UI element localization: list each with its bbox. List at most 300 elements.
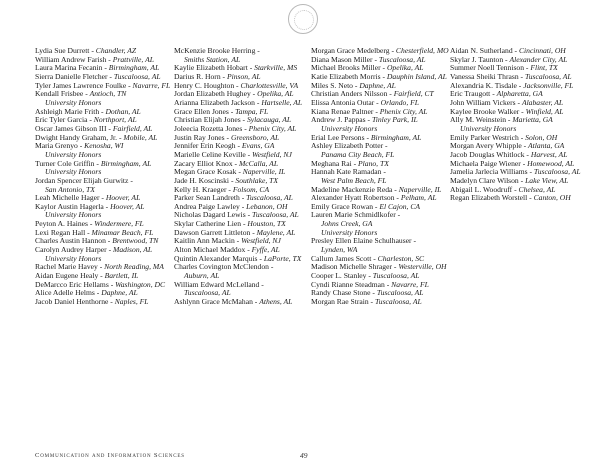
graduate-entry: Aidan N. Sutherland - Cincinnati, OH [450,47,566,55]
hometown: Hoover, AL [110,202,145,211]
graduate-entry: Callum James Scott - Charleston, SC [311,254,425,263]
hometown: Smiths Station, AL [184,55,241,64]
graduate-name: Emily Grace Rowan [311,202,373,211]
graduate-entry: Turner Cole Griffin - Birmingham, AL [35,159,152,168]
graduate-name: Zacary Elliot Knox [174,159,233,168]
graduate-entry-continuation [35,186,185,195]
hometown: Fyffe, AL [251,246,280,255]
graduate-name: Henry C. Houghton [174,81,235,90]
footer-department: Communication and Information Sciences [35,452,185,459]
graduate-name: Madeline Mackenzie Reda [311,185,393,194]
graduate-name: Arianna Elizabeth Jackson [174,98,255,107]
hometown: Greensboro, AL [230,133,280,142]
graduate-entry: Lexi Regan Hall - Minamar Beach, FL [35,228,154,237]
graduate-entry: Emily Grace Rowan - El Cajon, CA [311,202,421,211]
graduate-entry: Jordan Elizabeth Hughey - Opelika, AL [174,90,294,99]
hometown: Chesterfield, MO [395,47,449,55]
hometown: Hoover, AL [105,194,141,203]
graduate-name: Christian Elijah Jones [174,116,241,125]
hometown: Lynden, WA [321,246,358,255]
graduate-name: Tyler James Lawrence Foulke [35,81,127,90]
graduate-entry: Kelly H. Kraeger - Folsom, CA [174,185,270,194]
graduate-entry: Quintin Alexander Marquis - LaPorte, TX [174,254,302,263]
graduate-name: Jacob Daniel Henthorne [35,298,109,307]
hometown: San Antonio, TX [45,185,95,194]
graduate-entry: Miles S. Neto - Daphne, AL [311,81,396,90]
graduate-name: Hannah Kate Ramadan [311,168,382,177]
graduate-entry: Skylar J. Taunton - Alexander City, AL [450,55,568,64]
graduate-name: Parker Sean Landreth [174,194,240,203]
graduate-name: Skylar J. Taunton [450,55,504,64]
graduate-entry: Christian Elijah Jones - Sylacauga, AL [174,116,292,125]
graduate-entry: Tyler James Lawrence Foulke - Navarre, FL [35,81,171,90]
hometown: Tuscaloosa, AL [184,289,231,298]
hometown: Atlanta, GA [528,142,565,151]
graduate-entry: Zacary Elliot Knox - McCalla, AL [174,159,279,168]
hometown: Mobile, AL [123,133,158,142]
hometown: Jacksonville, FL [523,81,574,90]
graduate-list-column-2 [174,47,324,307]
hometown: Houston, TX [247,220,286,229]
hometown: Charlottesville, VA [240,81,299,90]
graduate-entry: Meghana Rai - Plano, TX [311,159,389,168]
graduate-entry: Andrew J. Pappas - Tinley Park, IL [311,116,418,125]
hometown: Naples, FL [114,298,149,307]
graduate-entry: Kaylor Austin Hagerla - Hoover, AL [35,202,145,211]
graduate-entry: McKenzie Brooke Herring - [174,47,260,55]
graduate-name: Katie Elizabeth Morris [311,72,381,81]
hometown: Tuscaloosa, AL [533,168,581,177]
graduate-entry-continuation [35,151,185,160]
graduate-entry: Michael Brooks Miller - Opelika, AL [311,64,424,73]
graduate-name: Kendall Frisbee [35,90,84,99]
graduate-name: Miles S. Neto [311,81,353,90]
hometown: Fairfield, CT [393,90,434,99]
hometown: North Reading, MA [104,263,164,272]
graduate-name: Aidan N. Sutherland [450,47,513,55]
honors-note: University Honors [45,211,102,220]
graduate-name: Laura Marina Fecanin [35,64,103,73]
hometown: Flint, TX [530,64,558,73]
graduate-entry: Jennifer Erin Keogh - Evans, GA [174,142,275,151]
graduate-entry-continuation [311,220,461,229]
graduate-entry: Christian Anders Nilsson - Fairfield, CT [311,90,434,99]
graduate-name: Peyton A. Haines [35,220,88,229]
graduate-name: Cyndi Rianne Steadman [311,280,385,289]
graduate-name: Alexandria K. Tisdale [450,81,517,90]
hometown: Marietta, GA [512,116,553,125]
hometown: Lebanon, OH [246,202,288,211]
graduate-name: McKenzie Brooke Herring [174,47,256,55]
graduate-name: Alice Adelle Helms [35,289,95,298]
hometown: Dauphin Island, AL [386,72,447,81]
honors-note: University Honors [45,168,102,177]
graduate-entry: William Edward McLelland - [174,280,264,289]
graduate-entry: William Andrew Farish - Prattville, AL [35,55,154,64]
graduate-name: Erial Lee Persons [311,133,365,142]
graduate-name: Lauren Marie Schmidlkofer [311,211,396,220]
hometown: Tuscaloosa, AL [524,72,572,81]
graduate-entry: Alexandria K. Tisdale - Jacksonville, FL [450,81,574,90]
graduate-name: Grace Ellen Jones [174,107,229,116]
graduate-entry: Eric Tyler Garcia - Northport, AL [35,116,137,125]
graduate-name: Ashlynn Grace McMahan [174,298,253,307]
graduate-entry: Andrea Paige Lawley - Lebanon, OH [174,202,288,211]
hometown: Winfield, AL [525,107,564,116]
graduate-entry: Kaitlin Ann Mackin - Westfield, NJ [174,237,281,246]
graduate-list-column-4 [450,47,600,203]
graduate-list-column-1 [35,47,185,307]
graduate-name: Michaela Paige Wiener [450,159,521,168]
graduate-name: Joleecia Rozetta Jones [174,124,243,133]
hometown: Tuscaloosa, AL [378,55,426,64]
graduate-entry: Henry C. Houghton - Charlottesville, VA [174,81,299,90]
hometown: Windermere, FL [94,220,144,229]
hometown: Evans, GA [241,142,275,151]
graduate-entry: Madelyn Clare Wilson - Lake View, AL [450,176,569,185]
graduate-entry: Grace Ellen Jones - Tampa, FL [174,107,269,116]
graduate-entry-continuation [35,99,185,108]
graduate-name: Meghana Rai [311,159,352,168]
graduate-entry: Morgan Grace Medelberg - Chesterfield, MO [311,47,449,55]
graduate-entry: Ashlynn Grace McMahan - Athens, AL [174,298,293,307]
graduate-name: Madison Michelle Shrager [311,263,392,272]
graduate-name: Ashleigh Marie Frith [35,107,100,116]
graduate-name: John William Vickers [450,98,516,107]
hometown: Daphne, AL [359,81,396,90]
graduate-entry: Charles Covington McClendon - [174,263,274,272]
honors-note: University Honors [321,228,378,237]
graduate-entry: DeMarcco Eric Hellams - Washington, DC [35,280,166,289]
graduate-entry: Leah Michelle Hager - Hoover, AL [35,194,141,203]
graduate-entry: Cyndi Rianne Steadman - Navarre, FL [311,280,429,289]
graduate-name: Randy Chase Stone [311,289,371,298]
hometown: Westfield, NJ [241,237,281,246]
hometown: Brentwood, TN [112,237,159,246]
university-seal-icon [288,4,318,34]
graduate-entry-continuation [35,211,185,220]
graduate-entry: Dwight Handy Graham, Jr. - Mobile, AL [35,133,158,142]
hometown: Tuscaloosa, AL [372,272,420,281]
graduate-entry-continuation [311,177,461,186]
graduate-entry: Lauren Marie Schmidlkofer - [311,211,401,220]
graduate-entry: Arianna Elizabeth Jackson - Hartselle, AL [174,98,303,107]
hometown: Solon, OH [525,133,558,142]
graduate-entry: John William Vickers - Alabaster, AL [450,98,564,107]
hometown: Sylacauga, AL [246,116,292,125]
graduate-name: Diana Mason Miller [311,55,373,64]
hometown: Cincinnati, OH [518,47,566,55]
graduate-entry: Jamelia Jarlecia Williams - Tuscaloosa, AL [450,168,581,177]
graduate-entry: Kiana Renae Paltner - Phenix City, AL [311,107,428,116]
graduate-name: Marielle Celine Keville [174,150,246,159]
graduate-entry: Randy Chase Stone - Tuscaloosa, AL [311,289,424,298]
hometown: Naperville, IL [398,185,442,194]
graduate-name: Kaitlin Ann Mackin [174,237,235,246]
graduate-name: Dawson Garrett Littleton [174,228,251,237]
graduate-name: Alton Michael Maddox [174,246,246,255]
hometown: Pelham, AL [400,194,437,203]
graduate-name: Kelly H. Kraeger [174,185,227,194]
graduate-name: Charles Covington McClendon [174,263,269,272]
hometown: Phenix City, AL [248,124,297,133]
hometown: Tuscaloosa, AL [376,289,424,298]
graduate-entry: Ashley Elizabeth Potter - [311,142,388,151]
graduate-entry-continuation [174,56,324,65]
graduate-name: Charles Austin Hannon [35,237,106,246]
graduate-name: Darius R. Horn [174,72,221,81]
graduate-name: Jamelia Jarlecia Williams [450,168,528,177]
hometown: Naperville, IL [242,168,286,177]
graduate-name: Michael Brooks Miller [311,64,381,73]
hometown: Fairfield, AL [112,124,153,133]
graduate-name: William Andrew Farish [35,55,107,64]
graduate-name: Sierra Danielle Fletcher [35,72,108,81]
graduate-name: Kaylie Elizabeth Hobart [174,64,248,73]
graduate-entry: Jordan Spencer Elijah Gurwitz - [35,176,133,185]
hometown: Northport, AL [93,116,137,125]
graduate-entry: Madeline Mackenzie Reda - Naperville, IL [311,185,442,194]
hometown: Plano, TX [358,159,389,168]
hometown: Alpharetta, GA [496,90,543,99]
page-number: 49 [300,451,308,460]
hometown: Athens, AL [259,298,293,307]
hometown: Pinson, AL [226,72,261,81]
graduate-entry: Parker Sean Landreth - Tuscaloosa, AL [174,194,293,203]
graduate-name: Regan Elizabeth Worstell [450,194,528,203]
graduate-name: Vanessa Sheiki Thrasn [450,72,519,81]
graduate-entry: Morgan Rae Strain - Tuscaloosa, AL [311,298,422,307]
hometown: Johns Creek, GA [321,220,373,229]
graduate-name: Summer Noell Tennison [450,64,524,73]
graduate-entry-continuation [174,289,324,298]
graduate-name: Morgan Avery Whipple [450,142,522,151]
hometown: Madison, AL [113,246,153,255]
graduate-entry: Peyton A. Haines - Windermere, FL [35,220,144,229]
graduate-entry: Charles Austin Hannon - Brentwood, TN [35,237,159,246]
hometown: Tuscaloosa, AL [252,211,299,220]
hometown: Harvest, AL [530,150,568,159]
hometown: Tinley Park, IL [371,116,418,125]
graduate-entry: Presley Ellen Elaine Schulhauser - [311,237,417,246]
graduate-name: Carolyn Audrey Harper [35,246,107,255]
graduate-name: Leah Michelle Hager [35,194,100,203]
hometown: Antioch, TN [89,90,127,99]
graduate-entry: Kaylie Elizabeth Hobart - Starkville, MS [174,64,298,73]
graduate-name: Eric Traugott [450,90,491,99]
graduate-name: Kaylee Brooke Walker [450,107,520,116]
honors-note: University Honors [45,254,102,263]
hometown: Folsom, CA [232,185,270,194]
graduate-entry: Carolyn Audrey Harper - Madison, AL [35,246,153,255]
graduate-entry: Maria Grenyo - Kenosha, WI [35,142,124,151]
graduate-name: Presley Ellen Elaine Schulhauser [311,237,412,246]
hometown: Prattville, AL [112,55,154,64]
graduate-name: Justin Ray Jones [174,133,225,142]
graduate-entry: Lydia Sue Durrett - Chandler, AZ [35,47,137,55]
graduate-entry-continuation [311,125,461,134]
graduate-entry: Katie Elizabeth Morris - Dauphin Island, AL [311,72,447,81]
graduate-name: Lexi Regan Hall [35,228,86,237]
hometown: Chandler, AZ [95,47,137,55]
honors-note: University Honors [321,124,378,133]
honors-note: University Honors [45,98,102,107]
graduate-entry-continuation [311,246,461,255]
hometown: Dothan, AL [105,107,141,116]
graduate-entry: Abigail L. Woodruff - Chelsea, AL [450,185,556,194]
hometown: Birmingham, AL [370,133,422,142]
hometown: Tuscaloosa, AL [246,194,293,203]
graduate-entry: Madison Michelle Shrager - Westerville, OH [311,263,447,272]
graduate-name: Megan Grace Kosak [174,168,237,177]
graduate-entry-continuation [311,229,461,238]
hometown: Lake View, AL [525,176,569,185]
graduate-entry: Vanessa Sheiki Thrasn - Tuscaloosa, AL [450,72,572,81]
graduate-list-column-3 [311,47,461,307]
hometown: Opelika, AL [386,64,424,73]
graduate-entry: Erial Lee Persons - Birmingham, AL [311,133,422,142]
graduate-entry-continuation [311,151,461,160]
graduate-entry: Skylar Catherine Lien - Houston, TX [174,220,286,229]
honors-note: University Honors [45,150,102,159]
graduate-entry: Oscar James Gibson III - Fairfield, AL [35,124,153,133]
graduate-name: Nicholas Dagard Lewis [174,211,246,220]
graduate-entry: Aidan Eugene Healy - Bartlett, IL [35,272,139,281]
graduate-name: Alexander Hyatt Robertson [311,194,395,203]
graduate-name: Maria Grenyo [35,142,78,151]
hometown: Washington, DC [115,280,166,289]
graduate-name: Jennifer Erin Keogh [174,142,236,151]
graduate-name: Elissa Antonia Outar [311,98,375,107]
graduate-name: Ally M. Weinstein [450,116,506,125]
graduate-entry: Alton Michael Maddox - Fyffe, AL [174,246,280,255]
hometown: Hartselle, AL [261,98,303,107]
graduate-entry: Kaylee Brooke Walker - Winfield, AL [450,107,564,116]
graduate-entry: Justin Ray Jones - Greensboro, AL [174,133,280,142]
graduate-name: Callum James Scott [311,254,372,263]
hometown: Starkville, MS [254,64,298,73]
hometown: Minamar Beach, FL [91,228,154,237]
hometown: Alabaster, AL [521,98,564,107]
graduate-name: Emily Parker Westrich [450,133,519,142]
hometown: Westerville, OH [398,263,447,272]
graduate-name: Skylar Catherine Lien [174,220,242,229]
graduate-entry: Diana Mason Miller - Tuscaloosa, AL [311,55,426,64]
graduate-entry-continuation [35,255,185,264]
graduate-name: DeMarcco Eric Hellams [35,280,109,289]
graduate-name: Quintin Alexander Marquis [174,254,258,263]
graduate-name: Jordan Elizabeth Hughey [174,90,251,99]
hometown: Chelsea, AL [518,185,556,194]
graduate-entry: Jacob Daniel Henthorne - Naples, FL [35,298,149,307]
graduate-entry: Elissa Antonia Outar - Orlando, FL [311,98,420,107]
hometown: Tampa, FL [235,107,269,116]
graduate-entry: Hannah Kate Ramadan - [311,168,386,177]
hometown: Tuscaloosa, AL [113,72,161,81]
hometown: El Cajon, CA [379,202,421,211]
graduate-entry: Darius R. Horn - Pinson, AL [174,72,261,81]
hometown: LaPorte, TX [263,254,302,263]
hometown: Panama City Beach, FL [321,150,395,159]
hometown: Phenix City, AL [379,107,428,116]
graduate-entry: Kendall Frisbee - Antioch, TN [35,90,127,99]
graduate-entry-continuation [35,168,185,177]
hometown: Alexander City, AL [509,55,568,64]
graduate-entry: Alexander Hyatt Robertson - Pelham, AL [311,194,437,203]
graduate-entry: Jacob Douglas Whitlock - Harvest, AL [450,150,568,159]
graduate-entry: Morgan Avery Whipple - Atlanta, GA [450,142,565,151]
graduate-name: Kaylor Austin Hagerla [35,202,104,211]
graduate-entry: Marielle Celine Keville - Westfield, NJ [174,150,292,159]
graduate-name: Rachel Marie Havey [35,263,98,272]
graduate-name: William Edward McLelland [174,280,260,289]
hometown: Westfield, NJ [252,150,292,159]
graduate-name: Jade H. Koscinski [174,176,230,185]
hometown: West Palm Beach, FL [321,176,387,185]
graduate-name: Andrew J. Pappas [311,116,366,125]
graduate-entry: Ashleigh Marie Frith - Dothan, AL [35,107,141,116]
hometown: Navarre, FL [132,81,171,90]
graduate-name: Dwight Handy Graham, Jr. [35,133,118,142]
hometown: Birmingham, AL [100,159,152,168]
graduate-entry: Cooper L. Stanley - Tuscaloosa, AL [311,272,420,281]
graduate-entry-continuation [450,125,600,134]
graduate-name: Jacob Douglas Whitlock [450,150,525,159]
graduate-entry: Megan Grace Kosak - Naperville, IL [174,168,286,177]
graduate-entry: Jade H. Koscinski - Southlake, TX [174,176,278,185]
hometown: Auburn, AL [184,272,220,281]
hometown: Maylene, AL [256,228,296,237]
graduate-entry: Regan Elizabeth Worstell - Canton, OH [450,194,571,203]
graduate-entry: Summer Noell Tennison - Flint, TX [450,64,558,73]
graduate-name: Eric Tyler Garcia [35,116,88,125]
hometown: Navarre, FL [391,280,429,289]
hometown: Southlake, TX [235,176,278,185]
graduate-entry: Laura Marina Fecanin - Birmingham, AL [35,64,160,73]
graduate-name: Andrea Paige Lawley [174,202,240,211]
graduate-entry: Joleecia Rozetta Jones - Phenix City, AL [174,124,297,133]
hometown: Birmingham, AL [108,64,160,73]
graduate-name: Morgan Grace Medelberg [311,47,390,55]
hometown: McCalla, AL [238,159,279,168]
hometown: Kenosha, WI [84,142,124,151]
graduate-name: Oscar James Gibson III [35,124,107,133]
hometown: Homewood, AL [527,159,575,168]
hometown: Charleston, SC [377,254,425,263]
honors-note: University Honors [460,124,517,133]
graduate-name: Turner Cole Griffin [35,159,95,168]
graduate-entry: Emily Parker Westrich - Solon, OH [450,133,558,142]
graduate-entry: Alice Adelle Helms - Daphne, AL [35,289,138,298]
hometown: Opelika, AL [257,90,294,99]
graduate-entry: Rachel Marie Havey - North Reading, MA [35,263,164,272]
graduate-name: Kiana Renae Paltner [311,107,374,116]
graduate-name: Madelyn Clare Wilson [450,176,519,185]
graduate-name: Aidan Eugene Healy [35,272,99,281]
graduate-entry-continuation [174,272,324,281]
hometown: Canton, OH [533,194,571,203]
graduate-name: Lydia Sue Durrett [35,47,90,55]
hometown: Bartlett, IL [104,272,139,281]
graduate-entry: Eric Traugott - Alpharetta, GA [450,90,543,99]
hometown: Daphne, AL [101,289,138,298]
hometown: Tuscaloosa, AL [374,298,422,307]
graduate-entry: Dawson Garrett Littleton - Maylene, AL [174,228,296,237]
graduate-entry: Sierra Danielle Fletcher - Tuscaloosa, AL [35,72,161,81]
graduate-name: Morgan Rae Strain [311,298,369,307]
graduate-name: Jordan Spencer Elijah Gurwitz [35,176,129,185]
graduate-name: Ashley Elizabeth Potter [311,142,384,151]
